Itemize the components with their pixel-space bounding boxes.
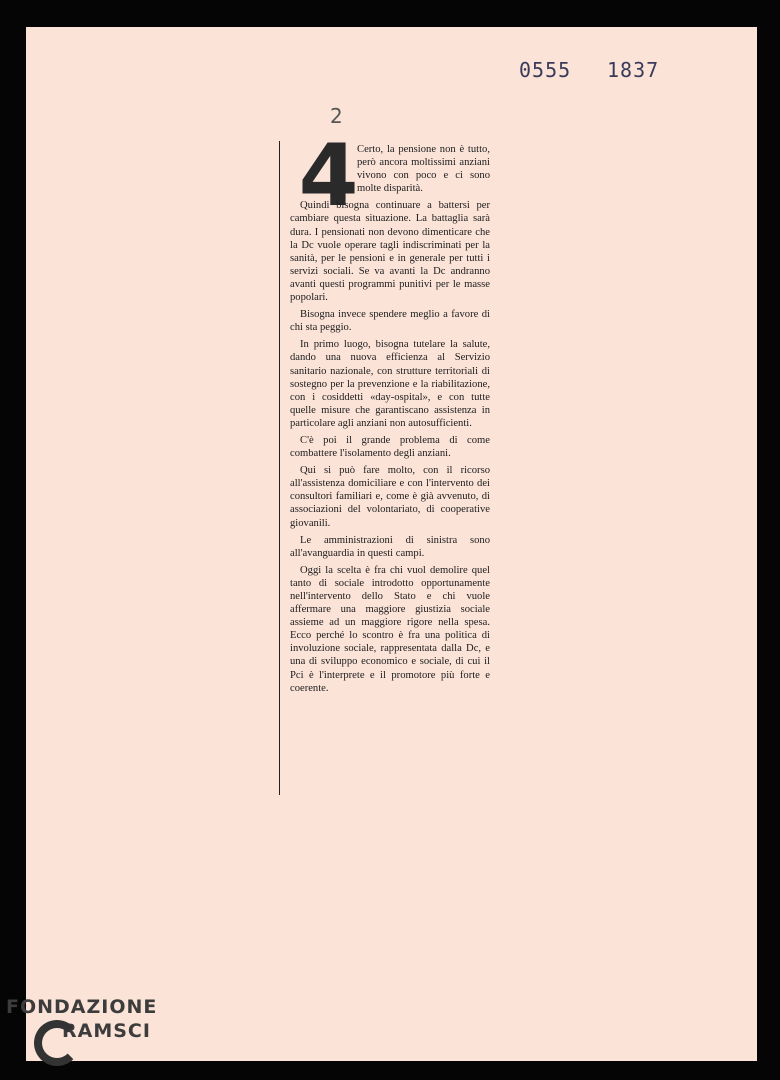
fondazione-gramsci-watermark [6,996,157,1042]
paragraph: Le amministrazioni di sinistra sono all'avanguardia in questi campi. [290,534,490,559]
pencil-page-mark: 2 [330,104,343,128]
paragraph: Certo, la pensione non è tutto, però ancora moltissimi anziani vivono con poco e ci sono molte disparità. [357,144,490,195]
section-number: 4 [298,126,356,226]
paragraph: Bisogna invece spendere meglio a favore di chi sta peggio. [290,309,490,334]
paragraph: In primo luogo, bisogna tutelare la salute, dando una nuova efficienza al Servizio sanitario nazionale, con strutture territoriali di sostegno per la prevenzione e la riabilitazione, con i cosiddetti «day-ospital», e con tutte quelle misure che garantiscano assistenza in particolare agli anziani non autosufficienti. [290,339,490,429]
archive-number: 0555 [519,58,572,82]
watermark-line1: FONDAZIONE [6,996,158,1018]
g-logo-icon [34,1020,80,1066]
article-column [290,126,490,699]
watermark-line2: RAMSCI [62,1020,151,1042]
paragraph: Qui si può fare molto, con il ricorso all'assistenza domiciliare e con l'intervento dei consultori familiari e, come è già avvenuto, di associazioni del volontariato, di cooperative giovanili. [290,465,490,529]
paragraph: C'è poi il grande problema di come combattere l'isolamento degli anziani. [290,434,490,460]
newspaper-clipping [279,126,492,795]
archive-number-secondary: 1837 [607,58,660,82]
paragraph: Quindi bisogna continuare a battersi per cambiare questa situazione. La battaglia sarà dura. I pensionati non devono dimenticare che la Dc vuole operare tagli indiscriminati per la sanità, per le pensioni e in generale per tutti i servizi sociali. Se va avanti la Dc andranno avanti questi programmi punitivi per le masse popolari. [290,200,490,304]
paragraph: Oggi la scelta è fra chi vuol demolire quel tanto di sociale introdotto opportunamente nell'intervento dello Stato e chi vuole affermare una maggiore giustizia sociale assieme ad un maggiore rigore nella spesa. Ecco perché lo scontro è fra una politica di involuzione sociale, rappresentata dalla Dc, e una di sviluppo economico e sociale, di cui il Pci è l'interprete e il promotore più forte e coerente. [290,564,490,694]
